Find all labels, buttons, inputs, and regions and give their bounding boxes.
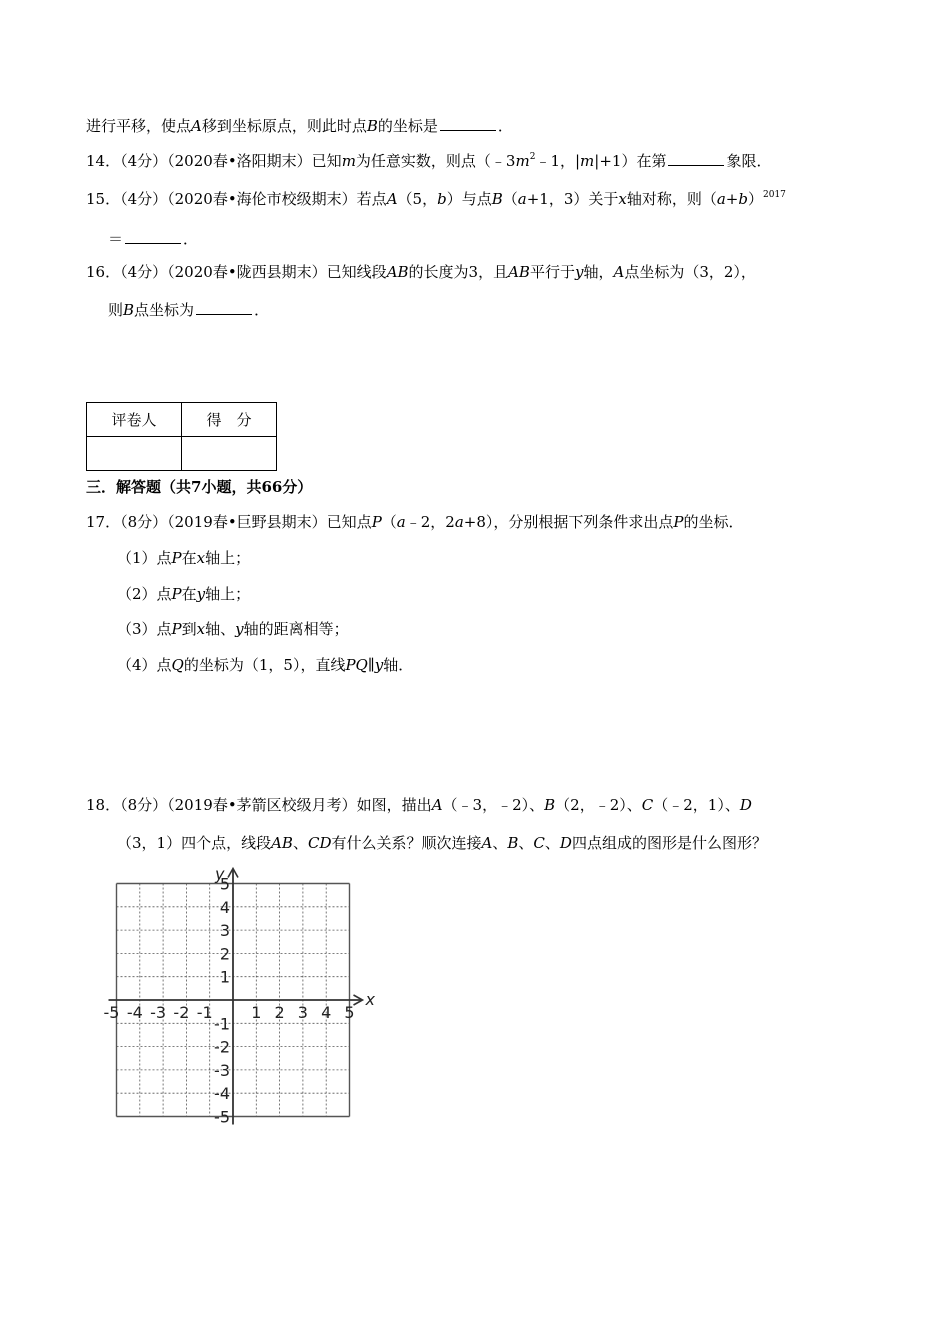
question-14: 14．（4分）（2020春•洛阳期末）已知m为任意实数，则点（$﹣3m^2﹣1$，|m|+1）在第 象限． [86,152,772,170]
x-tick-label: 2 [274,1003,285,1022]
question-16: 16．（4分）（2020春•陇西县期末）已知线段AB的长度为3，且AB平行于y轴，A点坐标为（3，2）， [86,263,756,281]
x-axis-label: x [365,990,375,1009]
x-tick-label: 3 [297,1003,308,1022]
y-tick-label: 1 [219,967,230,987]
y-tick-label: -4 [214,1084,230,1104]
question-15-line2: ＝ ． [108,230,199,248]
answer-blank[interactable] [125,229,181,244]
x-tick-label: -2 [173,1003,190,1022]
answer-blank[interactable] [668,151,724,166]
grader-cell[interactable] [87,437,182,471]
y-tick-label: 4 [219,897,230,917]
section-3-heading: 三．解答题（共7小题，共66分） [86,478,313,496]
axes [109,869,363,1125]
question-17-part-2: （2）点P在y轴上； [117,585,251,603]
x-tick-label: 1 [251,1003,262,1022]
score-cell[interactable] [182,437,277,471]
x-tick-label: -3 [150,1003,167,1022]
x-tick-label: 5 [344,1003,355,1022]
question-18: 18．（8分）（2019春•茅箭区校级月考）如图，描出A（﹣3，﹣2）、B（2，﹣2）、C（﹣2，1）、D [86,796,752,814]
answer-blank[interactable] [196,300,252,315]
question-17-part-4: （4）点Q的坐标为（1，5），直线PQ∥y轴． [117,656,414,674]
question-15: 15．（4分）（2020春•海伦市校级期末）若点A（5，b）与点B（a+1，3）关于x轴对称，则$(a+b)^{2017}$ [86,190,786,208]
x-tick-label: -1 [196,1003,213,1022]
question-17-part-1: （1）点P在x轴上； [117,549,251,567]
y-tick-label: -5 [214,1107,230,1127]
q13-tail: 进行平移，使点A移到坐标原点，则此时点B的坐标是 ． [86,117,513,135]
tick-labels [104,865,376,1127]
x-tick-label: 4 [321,1003,332,1022]
y-tick-label: -1 [214,1014,230,1034]
x-tick-label: -5 [103,1003,120,1022]
question-17-part-3: （3）点P到x轴、y轴的距离相等； [117,620,349,638]
question-17: 17．（8分）（2019春•巨野县期末）已知点P（a﹣2，2a+8），分别根据下列条件求出点P的坐标． [86,513,744,531]
x-tick-label: -4 [126,1003,143,1022]
coordinate-grid[interactable] [100,858,380,1133]
question-16-line2: 则B点坐标为 ． [108,301,270,319]
question-18-line2: （3，1）四个点，线段AB、CD有什么关系？顺次连接A、B、C、D四点组成的图形是什么图形？ [117,834,767,852]
score-table-header-grader: 评卷人 [87,403,182,437]
score-table [86,402,277,471]
y-tick-label: 2 [219,944,230,964]
y-tick-label: -2 [214,1037,230,1057]
answer-blank[interactable] [440,116,496,131]
y-tick-label: -3 [214,1060,230,1080]
y-axis-label: y [215,864,225,884]
score-table-header-score: 得 分 [182,403,277,437]
y-tick-label: 3 [219,921,230,941]
y-tick-label: 5 [219,874,230,894]
